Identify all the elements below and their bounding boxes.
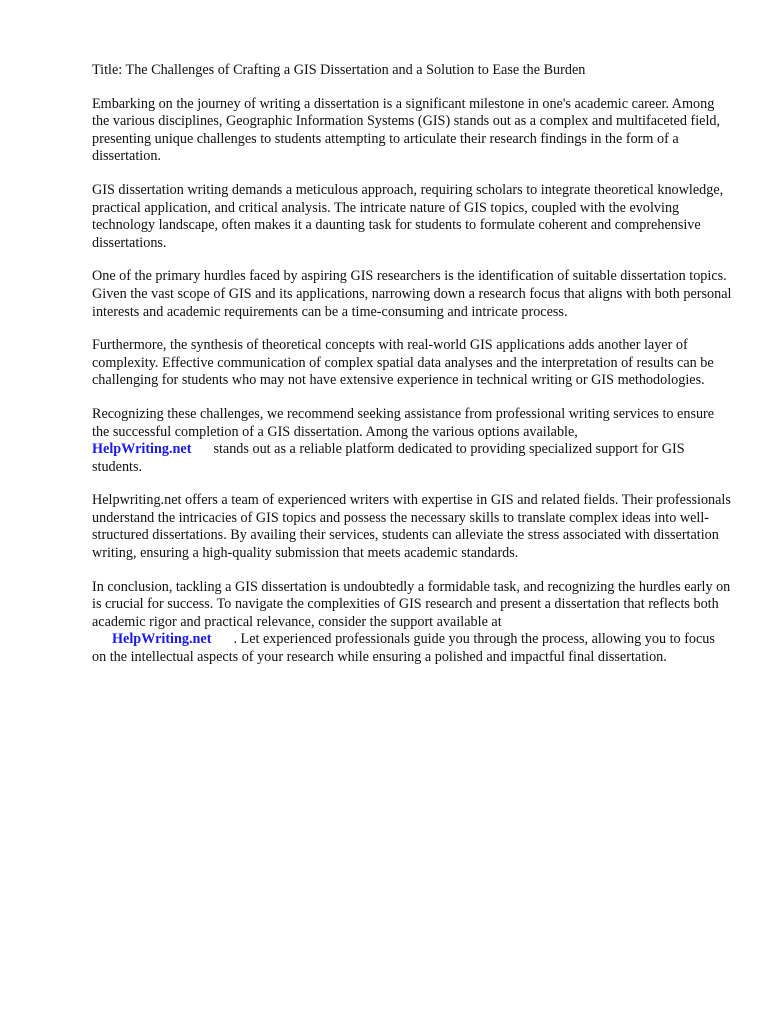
recommendation-text-before: Recognizing these challenges, we recommend seeking assistance from professional writing services to ensure the successful completion of a GIS dissertation. Among the various options available,: [92, 405, 715, 440]
paragraph-topic-hurdles: One of the primary hurdles faced by aspiring GIS researchers is the identification of suitable dissertation topics. Given the vast scope of GIS and its applications, narrowing down a research focus that aligns with both personal interests and academic requirements can be a time-consuming and intricate process.: [92, 268, 732, 320]
paragraph-team: Helpwriting.net offers a team of experienced writers with expertise in GIS and related fields. Their professionals understand the intricacies of GIS topics and possess the necessary skills to translate complex ideas into well-structured dissertations. By availing their services, students can alleviate the stress associated with dissertation writing, ensuring a high-quality submission that meets academic standards.: [92, 492, 731, 562]
paragraph-conclusion: [92, 579, 732, 667]
helpwriting-link-conclusion[interactable]: HelpWriting.net: [112, 631, 212, 648]
paragraph-writing-demands: GIS dissertation writing demands a meticulous approach, requiring scholars to integrate theoretical knowledge, practical application, and critical analysis. The intricate nature of GIS topics, coupled with the evolving technology landscape, often makes it a daunting task for students to formulate coherent and comprehensive dissertations.: [92, 181, 724, 251]
document-page: [92, 62, 732, 683]
paragraph-recommendation: [92, 406, 732, 476]
paragraph-intro: Embarking on the journey of writing a dissertation is a significant milestone in one's academic career. Among the various disciplines, Geographic Information Systems (GIS) stands out as a complex and multifaceted field, presenting unique challenges to students attempting to articulate their research findings in the form of a dissertation.: [92, 95, 721, 165]
paragraph-complexity: Furthermore, the synthesis of theoretical concepts with real-world GIS applications adds another layer of complexity. Effective communication of complex spatial data analyses and the interpretation of results can be challenging for students who may not have extensive experience in technical writing or GIS methodologies.: [92, 337, 714, 389]
helpwriting-link[interactable]: HelpWriting.net: [92, 441, 192, 458]
conclusion-text-before: In conclusion, tackling a GIS dissertation is undoubtedly a formidable task, and recognizing the hurdles early on is crucial for success. To navigate the complexities of GIS research and present a dissertation that reflects both academic rigor and practical relevance, consider the support available at: [92, 578, 731, 630]
recommendation-text-after: stands out as a reliable platform dedicated to providing specialized support for GIS students.: [92, 441, 685, 475]
document-title: Title: The Challenges of Crafting a GIS Dissertation and a Solution to Ease the Burden: [92, 62, 586, 78]
conclusion-text-after: . Let experienced professionals guide you through the process, allowing you to focus on the intellectual aspects of your research while ensuring a polished and impactful final dissertation.: [92, 631, 715, 666]
